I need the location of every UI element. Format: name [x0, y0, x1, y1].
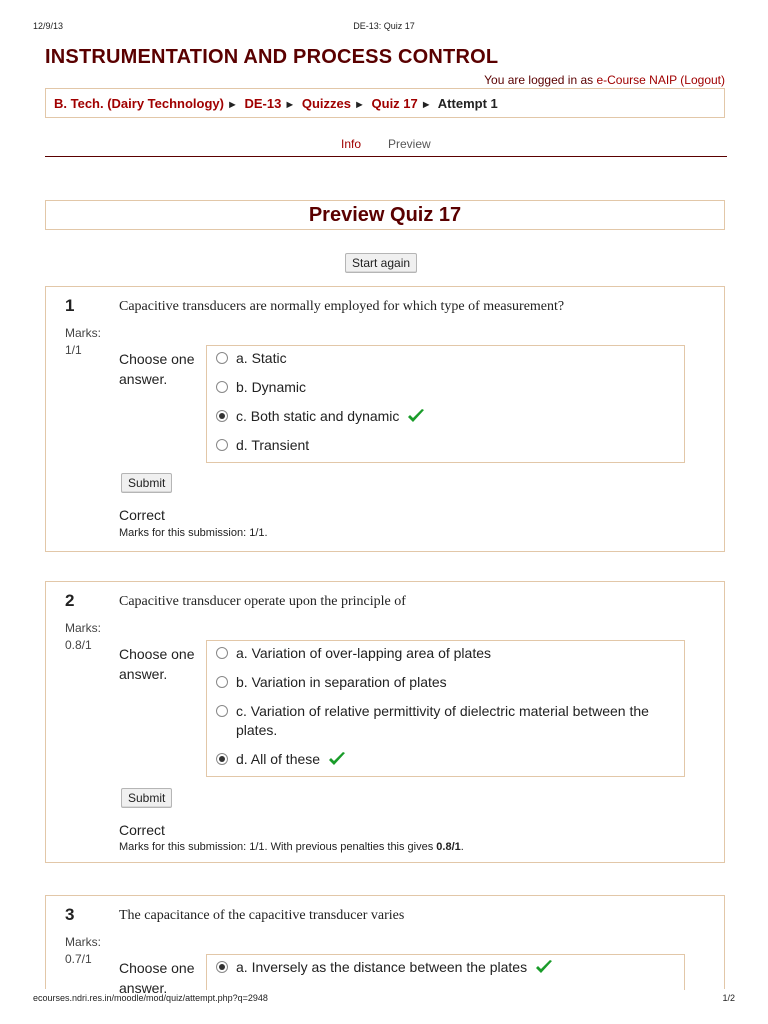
answer-option[interactable]: [207, 378, 684, 397]
question-text: Capacitive transducers are normally employed for which type of measurement?: [119, 299, 565, 314]
answer-label: a. Inversely as the distance between the plates: [236, 959, 528, 975]
answer-options: [206, 345, 685, 463]
radio-button[interactable]: [216, 647, 228, 659]
submission-marks: [119, 841, 464, 853]
print-title: DE-13: Quiz 17: [353, 21, 415, 31]
penalty-value: 0.8/1: [436, 841, 461, 853]
breadcrumb-de13[interactable]: DE-13: [244, 96, 282, 111]
question-3: [45, 895, 725, 996]
result-status: Correct: [119, 822, 165, 838]
radio-button[interactable]: [216, 439, 228, 451]
question-marks: [65, 934, 101, 968]
choose-one-label: Choose one answer.: [119, 351, 195, 387]
radio-button[interactable]: [216, 352, 228, 364]
breadcrumb-separator: ►: [284, 99, 296, 111]
print-date: 12/9/13: [33, 21, 64, 31]
breadcrumb-separator: ►: [226, 99, 238, 111]
radio-button-selected[interactable]: [216, 410, 228, 422]
site-title: INSTRUMENTATION AND PROCESS CONTROL: [45, 46, 499, 68]
question-1: [45, 286, 725, 552]
answer-label: a. Variation of over-lapping area of plates: [236, 645, 492, 661]
question-2: [45, 581, 725, 863]
radio-button[interactable]: [216, 381, 228, 393]
submit-button[interactable]: Submit: [121, 788, 172, 808]
breadcrumb-course[interactable]: B. Tech. (Dairy Technology): [54, 96, 224, 111]
page-title: Preview Quiz 17: [45, 200, 725, 230]
answer-option[interactable]: [207, 436, 684, 455]
answer-option[interactable]: [207, 644, 684, 663]
question-marks: [65, 620, 101, 654]
radio-button[interactable]: [216, 676, 228, 688]
choose-one-label: Choose one answer.: [119, 960, 195, 996]
tab-preview[interactable]: Preview: [388, 137, 431, 151]
print-header: [0, 21, 768, 33]
answer-option[interactable]: [207, 349, 684, 368]
answer-label: b. Dynamic: [236, 379, 307, 395]
answer-label: c. Both static and dynamic: [236, 408, 400, 424]
user-profile-link[interactable]: e-Course NAIP: [596, 73, 677, 87]
answer-option[interactable]: [207, 407, 684, 426]
answer-options: [206, 954, 685, 990]
checkmark-icon: [407, 408, 425, 424]
radio-button[interactable]: [216, 705, 228, 717]
answer-label: d. Transient: [236, 437, 310, 453]
breadcrumb: [45, 88, 725, 118]
breadcrumb-current: Attempt 1: [437, 96, 498, 111]
start-again-button[interactable]: Start again: [345, 253, 417, 273]
submission-marks: [119, 527, 268, 539]
answer-option[interactable]: [207, 750, 684, 769]
checkmark-icon: [535, 959, 553, 975]
breadcrumb-quizzes[interactable]: Quizzes: [301, 96, 351, 111]
question-marks: [65, 325, 101, 359]
breadcrumb-separator: ►: [354, 99, 365, 111]
question-text: The capacitance of the capacitive transducer varies: [119, 908, 405, 923]
checkmark-icon: [328, 751, 346, 767]
tab-bar: [0, 137, 768, 157]
question-number: 2: [65, 591, 75, 610]
login-info: [484, 73, 725, 87]
submission-text: Marks for this submission: 1/1. With previous penalties this gives: [119, 841, 437, 853]
answer-label: d. All of these: [236, 751, 321, 767]
submission-text: Marks for this submission: 1/1.: [119, 527, 268, 539]
answer-option[interactable]: [207, 702, 684, 740]
print-url: ecourses.ndri.res.in/moodle/mod/quiz/attempt.php?q=2948: [33, 993, 268, 1003]
marks-label: Marks:: [65, 935, 101, 949]
period: .: [460, 841, 464, 853]
question-text: Capacitive transducer operate upon the principle of: [119, 594, 406, 609]
tab-info[interactable]: Info: [341, 137, 362, 151]
submit-button[interactable]: Submit: [121, 473, 172, 493]
breadcrumb-separator: ►: [420, 99, 432, 111]
marks-label: Marks:: [65, 621, 101, 635]
answer-label: c. Variation of relative permittivity of dielectric material between the plates.: [236, 703, 649, 738]
answer-option[interactable]: [207, 958, 684, 977]
result-status: Correct: [119, 507, 165, 523]
question-number: 3: [65, 905, 75, 924]
radio-button-selected[interactable]: [216, 961, 228, 973]
radio-button-selected[interactable]: [216, 753, 228, 765]
tabs-divider: [45, 156, 727, 157]
marks-value: 1/1: [65, 343, 82, 357]
choose-one-label: Choose one answer.: [119, 646, 195, 682]
breadcrumb-quiz17[interactable]: Quiz 17: [371, 96, 418, 111]
marks-label: Marks:: [65, 326, 101, 340]
login-prefix: You are logged in as: [484, 73, 597, 87]
answer-options: [206, 640, 685, 777]
marks-value: 0.8/1: [65, 638, 92, 652]
answer-label: a. Static: [236, 350, 287, 366]
print-page-number: 1/2: [722, 993, 735, 1003]
answer-option[interactable]: [207, 673, 684, 692]
question-number: 1: [65, 296, 75, 315]
answer-label: b. Variation in separation of plates: [236, 674, 447, 690]
marks-value: 0.7/1: [65, 952, 92, 966]
logout-link[interactable]: (Logout): [680, 73, 725, 87]
